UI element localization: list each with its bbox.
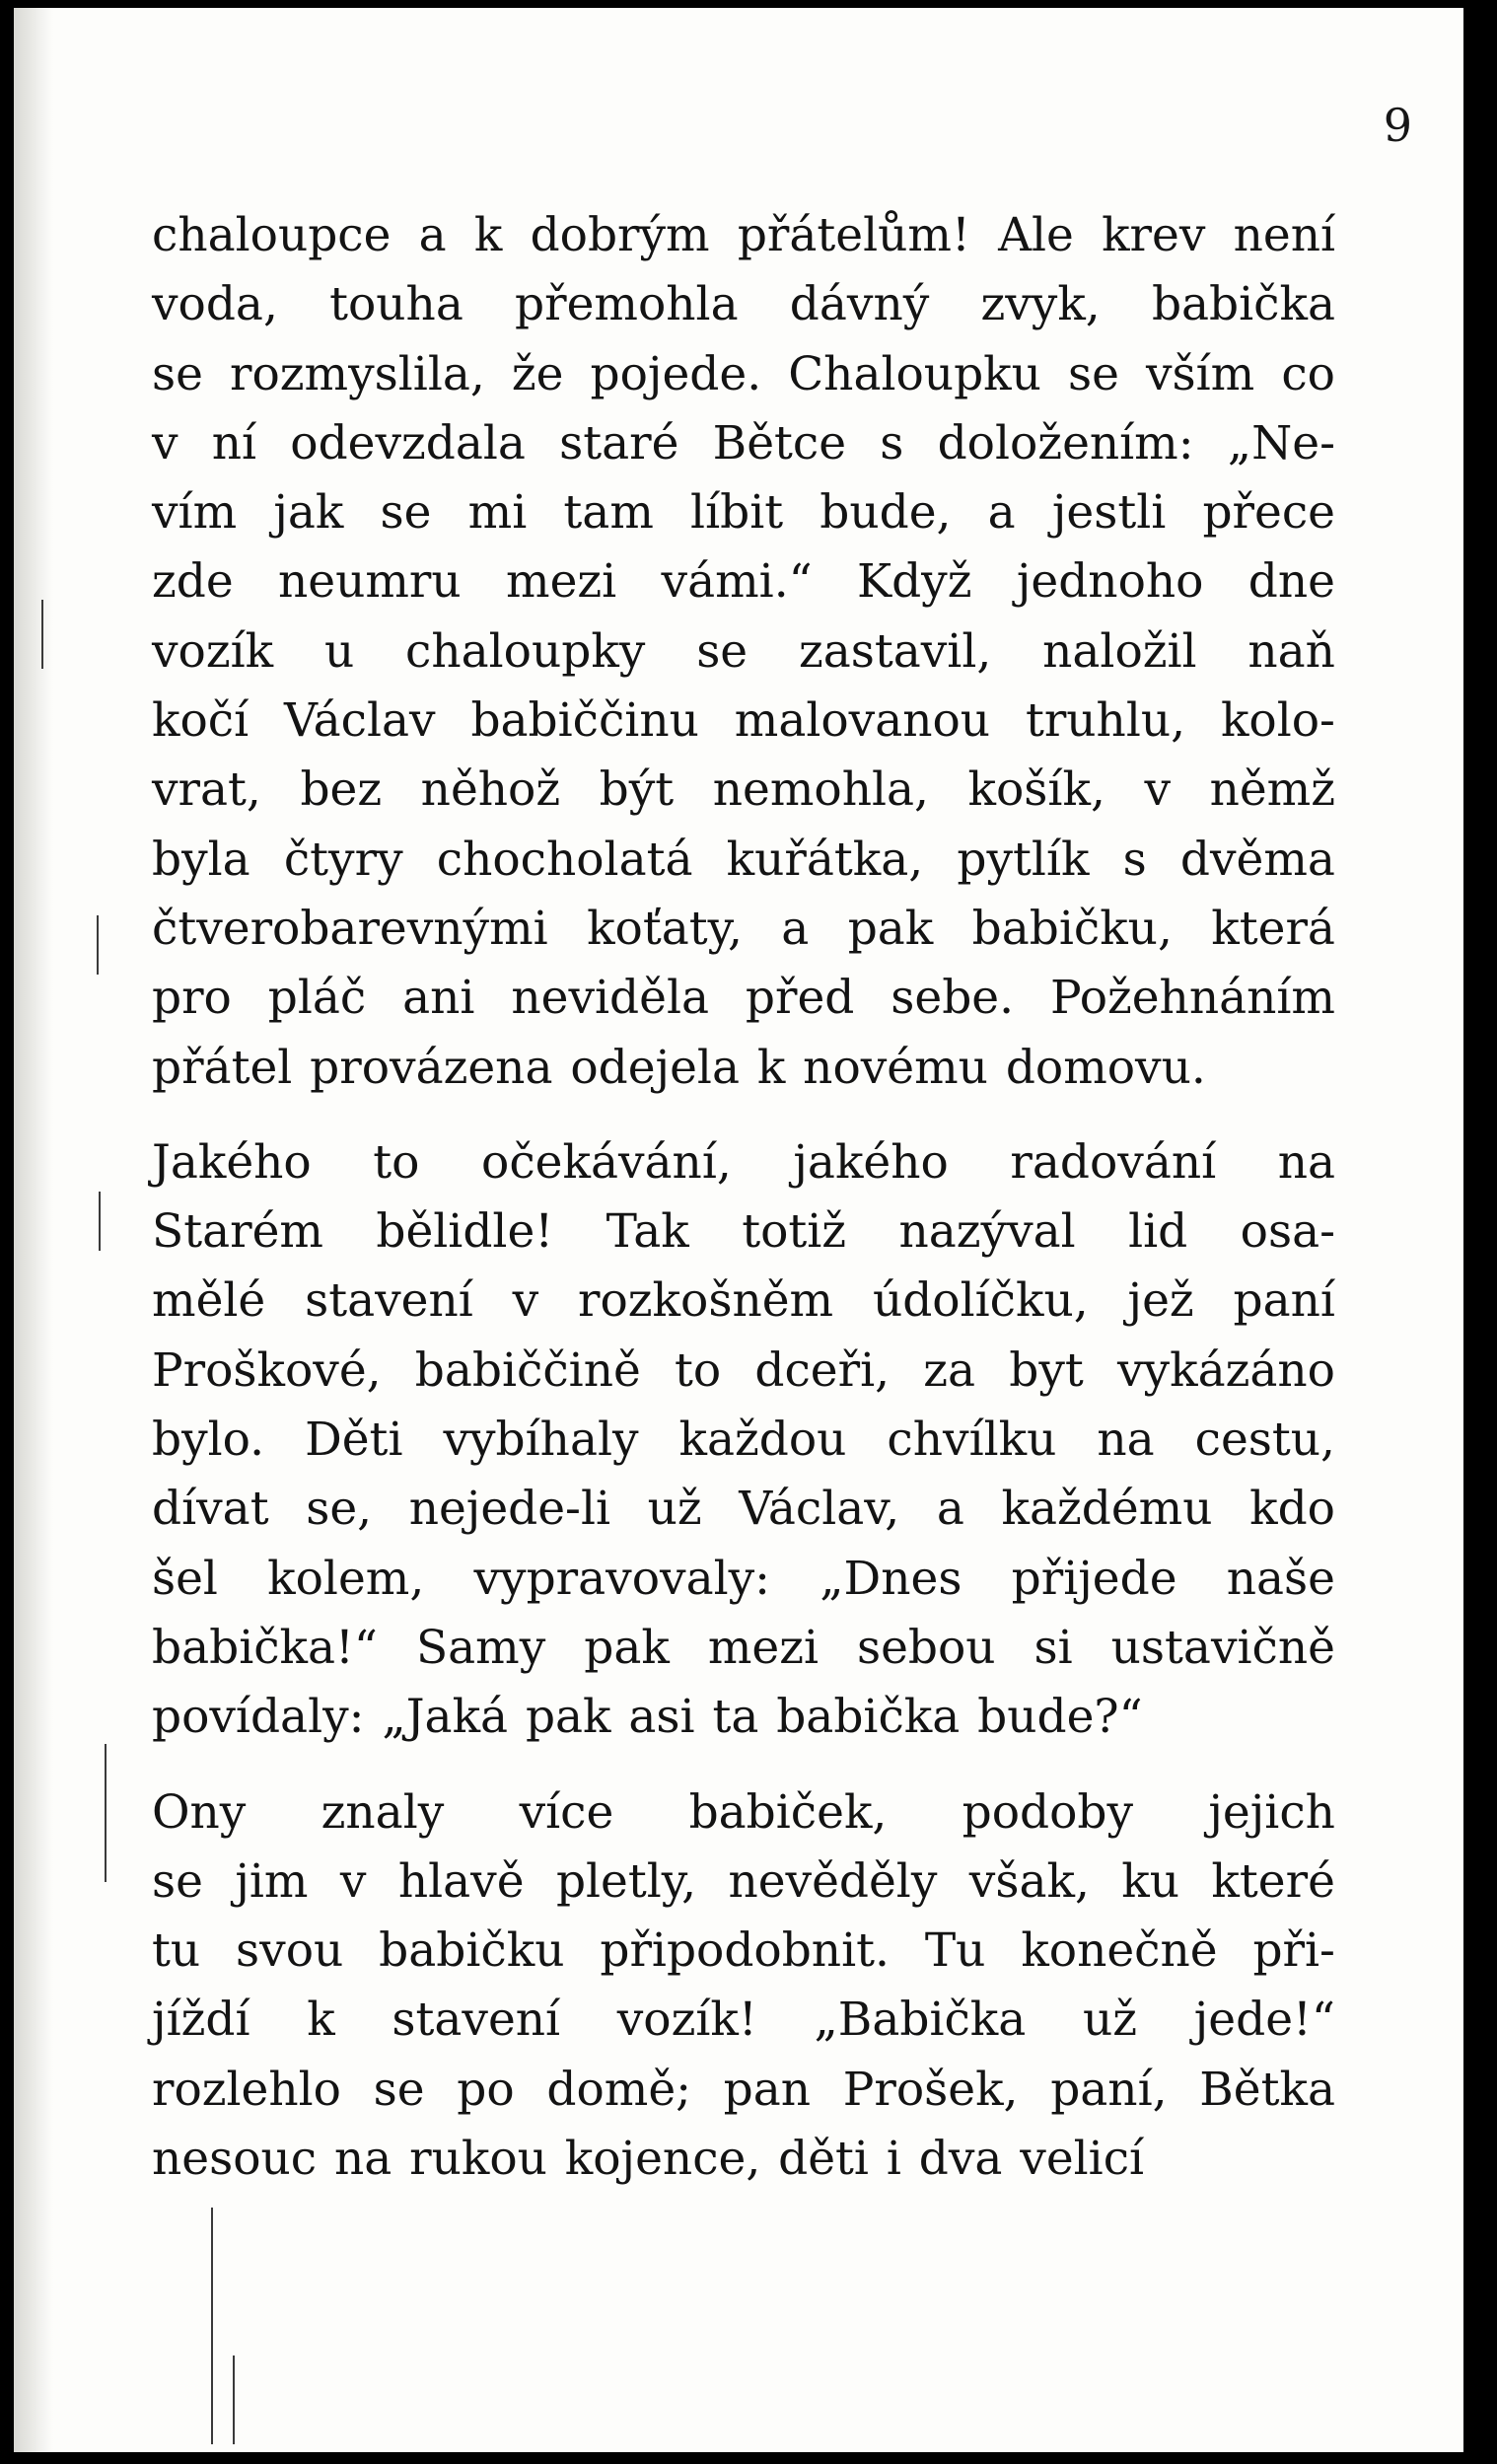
text-line: se rozmyslila, že pojede. Chaloupku se vším co: [152, 346, 1335, 401]
text-line: Starém bělidle! Tak totiž nazýval lid osa-: [152, 1204, 1335, 1260]
margin-mark: [233, 2355, 235, 2444]
text-line: babička!“ Samy pak mezi sebou si ustavičně: [152, 1620, 1335, 1675]
book-page: [14, 8, 1463, 2452]
text-line: dívat se, nejede-li už Václav, a každému kdo: [152, 1482, 1335, 1537]
text-line: voda, touha přemohla dávný zvyk, babička: [152, 277, 1335, 332]
text-line: Jakého to očekávání, jakého radování na: [152, 1134, 1335, 1190]
text-line: povídaly: „Jaká pak asi ta babička bude?“: [152, 1690, 1143, 1745]
text-line: se jim v hlavě pletly, nevěděly však, ku které: [152, 1853, 1335, 1909]
text-line: v ní odevzdala staré Bětce s doložením: „Ne-: [152, 415, 1335, 471]
text-line: jíždí k stavení vozík! „Babička už jede!“: [152, 1993, 1335, 2048]
body-text: [152, 201, 1335, 2194]
paragraph-gap: [152, 1753, 1335, 1778]
text-line: byla čtyry chocholatá kuřátka, pytlík s dvěma: [152, 832, 1335, 887]
text-line: vozík u chaloupky se zastavil, naložil naň: [152, 623, 1335, 679]
text-line: tu svou babičku připodobnit. Tu konečně při-: [152, 1923, 1335, 1979]
text-line: šel kolem, vypravovaly: „Dnes přijede naše: [152, 1551, 1335, 1606]
page-number: 9: [1383, 99, 1412, 152]
text-line: Ony znaly více babiček, podoby jejich: [152, 1784, 1335, 1840]
margin-mark: [97, 915, 99, 975]
margin-mark: [211, 2208, 213, 2444]
text-line: Proškové, babiččině to dceři, za byt vykázáno: [152, 1342, 1335, 1398]
text-line: přátel provázena odejela k novému domovu.: [152, 1040, 1206, 1095]
text-line: vím jak se mi tam líbit bude, a jestli přece: [152, 485, 1335, 541]
text-line: kočí Václav babiččinu malovanou truhlu, kolo-: [152, 693, 1335, 749]
text-line: vrat, bez něhož být nemohla, košík, v němž: [152, 762, 1335, 818]
margin-mark: [99, 1192, 101, 1251]
text-line: bylo. Děti vybíhaly každou chvílku na cestu,: [152, 1413, 1335, 1468]
text-line: chaloupce a k dobrým přátelům! Ale krev není: [152, 208, 1335, 262]
text-line: zde neumru mezi vámi.“ Když jednoho dne: [152, 554, 1335, 610]
text-line: pro pláč ani neviděla před sebe. Požehnáním: [152, 971, 1335, 1026]
text-line: nesouc na rukou kojence, děti i dva velicí: [152, 2132, 1145, 2187]
text-line: čtverobarevnými koťaty, a pak babičku, která: [152, 901, 1335, 956]
page-edge-shadow: [14, 8, 53, 2452]
text-line: rozlehlo se po domě; pan Prošek, paní, Bětka: [152, 2062, 1335, 2117]
margin-mark: [105, 1744, 107, 1882]
paragraph-gap: [152, 1103, 1335, 1128]
text-line: mělé stavení v rozkošněm údolíčku, jež paní: [152, 1273, 1335, 1329]
margin-mark: [41, 600, 43, 669]
